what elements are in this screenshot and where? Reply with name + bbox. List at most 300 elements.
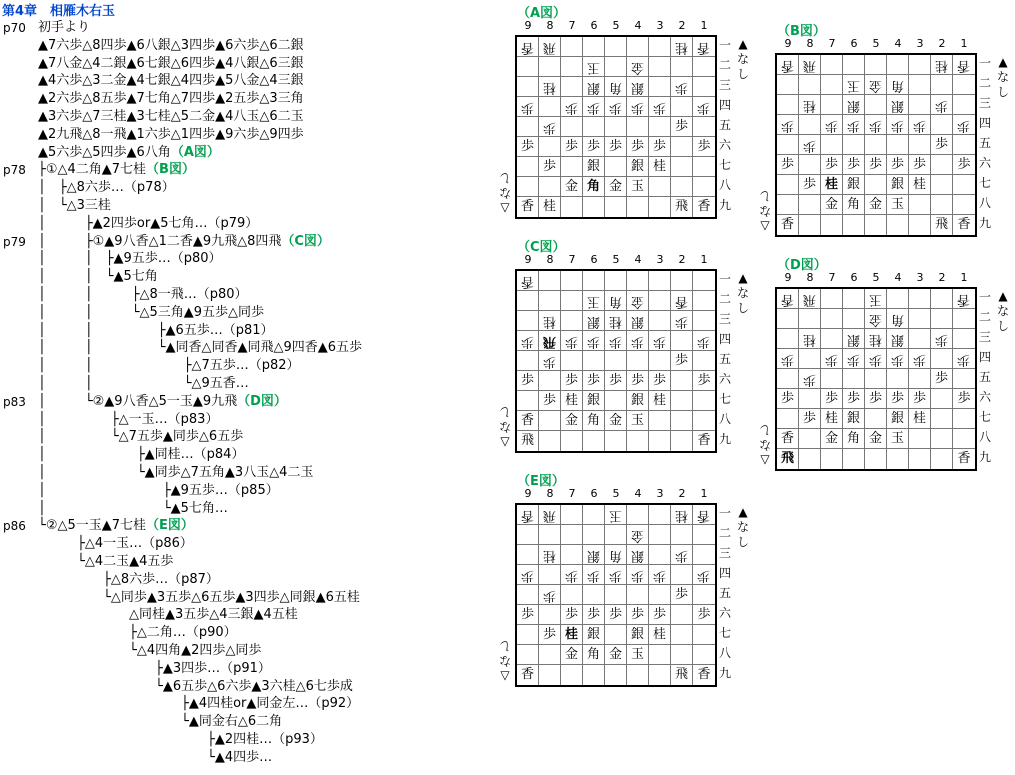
board-square — [887, 309, 909, 329]
board-square — [627, 291, 649, 311]
gote-piece: 歩 — [846, 118, 860, 133]
sente-piece: 金 — [564, 413, 578, 428]
gote-piece: 歩 — [674, 548, 688, 563]
board-square — [887, 135, 909, 155]
sente-piece: 香 — [957, 217, 971, 232]
sente-piece: 玉 — [890, 197, 904, 212]
move-text: │ │ └△5三角▲9五歩△同歩 — [38, 304, 265, 320]
file-number: 2 — [678, 253, 686, 266]
sente-piece: 銀 — [630, 159, 644, 174]
board-square — [561, 391, 583, 411]
board-square — [517, 371, 539, 391]
board-square — [843, 449, 865, 469]
sente-piece: 金 — [824, 431, 838, 446]
board-square — [539, 137, 561, 157]
sente-piece: 金 — [608, 647, 622, 662]
sente-piece: 歩 — [674, 587, 688, 602]
board-square — [821, 135, 843, 155]
hand-char: な — [996, 304, 1009, 318]
board-square — [843, 369, 865, 389]
gote-piece: 桂 — [542, 80, 556, 95]
gote-piece: 金 — [630, 528, 644, 543]
gote-piece: 銀 — [630, 314, 644, 329]
board-square — [931, 429, 953, 449]
board-square — [865, 215, 887, 235]
sente-piece: 歩 — [586, 373, 600, 388]
move-text: ▲7六歩△8四歩▲6八銀△3四歩▲6六歩△6二銀 — [38, 37, 304, 53]
file-number: 5 — [612, 19, 620, 32]
board-square — [605, 371, 627, 391]
board-square — [843, 175, 865, 195]
rank-number: 一 — [978, 290, 991, 304]
board-square — [693, 97, 715, 117]
board-square — [627, 197, 649, 217]
board-square — [821, 429, 843, 449]
board-square — [517, 605, 539, 625]
board-square — [843, 349, 865, 369]
board-square — [539, 431, 561, 451]
board-square — [649, 331, 671, 351]
board-square — [671, 391, 693, 411]
board-square — [693, 291, 715, 311]
board-square — [561, 157, 583, 177]
sente-piece: 歩 — [802, 177, 816, 192]
gote-piece: 銀 — [630, 80, 644, 95]
board-square — [517, 665, 539, 685]
file-number: 1 — [700, 19, 708, 32]
board-square — [649, 97, 671, 117]
board-square — [693, 645, 715, 665]
sente-hand — [995, 289, 1011, 334]
file-number: 3 — [916, 37, 924, 50]
gote-marker: ▽ — [500, 668, 510, 682]
board-square — [909, 309, 931, 329]
board-square — [583, 645, 605, 665]
board-square — [561, 371, 583, 391]
board-square — [693, 351, 715, 371]
board-square — [693, 391, 715, 411]
file-number: 7 — [828, 37, 836, 50]
sente-piece: 飛 — [780, 451, 794, 466]
board-square — [649, 411, 671, 431]
file-number: 4 — [634, 19, 642, 32]
board-square — [605, 177, 627, 197]
file-number: 7 — [568, 19, 576, 32]
board-square — [583, 57, 605, 77]
sente-piece: 桂 — [912, 177, 926, 192]
board-square — [777, 449, 799, 469]
board-square — [671, 625, 693, 645]
board-square — [953, 155, 975, 175]
gote-piece: 玉 — [608, 508, 622, 523]
gote-piece: 金 — [868, 312, 882, 327]
gote-piece: 歩 — [824, 352, 838, 367]
board-square — [843, 389, 865, 409]
gote-piece: 歩 — [697, 334, 711, 349]
gote-piece: 角 — [608, 80, 622, 95]
board-square — [561, 411, 583, 431]
rank-number: 七 — [978, 176, 991, 190]
gote-piece: 香 — [957, 292, 971, 307]
board-square — [799, 289, 821, 309]
hand-char: な — [758, 204, 771, 218]
sente-piece: 歩 — [652, 139, 666, 154]
board-square — [627, 57, 649, 77]
board-square — [693, 57, 715, 77]
gote-piece: 歩 — [934, 332, 948, 347]
gote-piece: 歩 — [802, 138, 816, 153]
move-text: │ │ └▲同香△同香▲同飛△9四香▲6五歩 — [38, 340, 363, 356]
move-text: ▲3六歩△7三桂▲3七桂△5二金▲4八玉△6二玉 — [38, 109, 304, 124]
rank-number: 九 — [978, 216, 991, 230]
sente-piece: 桂 — [652, 159, 666, 174]
board-square — [517, 197, 539, 217]
sente-piece: 歩 — [890, 391, 904, 406]
board-grid — [775, 287, 977, 471]
board-square — [671, 37, 693, 57]
board-square — [821, 175, 843, 195]
rank-number: 三 — [978, 96, 991, 110]
sente-piece: 歩 — [934, 137, 948, 152]
hand-char: な — [498, 186, 511, 200]
board-square — [953, 215, 975, 235]
board-square — [517, 97, 539, 117]
shogi-board — [758, 254, 1015, 479]
board-square — [909, 195, 931, 215]
board-square — [671, 525, 693, 545]
hand-char: な — [498, 654, 511, 668]
file-number: 9 — [524, 253, 532, 266]
move-text: △同桂▲3五歩△4三銀▲4五桂 — [38, 607, 298, 623]
board-square — [931, 115, 953, 135]
sente-piece: 歩 — [586, 607, 600, 622]
board-square — [799, 75, 821, 95]
file-number: 8 — [806, 271, 814, 284]
sente-piece: 香 — [697, 433, 711, 448]
board-square — [627, 37, 649, 57]
move-text: │ ├△一玉…（p83） — [38, 411, 219, 427]
gote-piece: 桂 — [802, 332, 816, 347]
gote-piece: 歩 — [697, 568, 711, 583]
board-square — [777, 389, 799, 409]
board-square — [649, 271, 671, 291]
move-text: │ └▲同歩△7五角▲3八玉△4二玉 — [38, 465, 314, 480]
move-text: ├△4一玉…（p86） — [38, 536, 193, 552]
board-square — [693, 411, 715, 431]
board-square — [539, 525, 561, 545]
board-square — [561, 565, 583, 585]
board-square — [931, 369, 953, 389]
file-number: 7 — [828, 271, 836, 284]
board-square — [693, 331, 715, 351]
file-number: 2 — [678, 487, 686, 500]
board-square — [671, 605, 693, 625]
board-square — [649, 57, 671, 77]
gote-piece: 角 — [890, 312, 904, 327]
board-square — [649, 605, 671, 625]
board-square — [909, 349, 931, 369]
file-number: 5 — [612, 253, 620, 266]
board-square — [799, 115, 821, 135]
gote-piece: 角 — [890, 78, 904, 93]
board-square — [865, 349, 887, 369]
board-label: （A図） — [517, 6, 567, 21]
board-square — [865, 95, 887, 115]
board-square — [909, 429, 931, 449]
move-text: └②△5一玉▲7七桂 — [38, 518, 147, 534]
sente-piece: 歩 — [697, 607, 711, 622]
board-square — [627, 525, 649, 545]
board-square — [777, 135, 799, 155]
file-number: 4 — [634, 253, 642, 266]
board-square — [583, 137, 605, 157]
hand-char: ▲ — [738, 505, 748, 519]
file-number: 3 — [656, 253, 664, 266]
gote-piece: 歩 — [780, 118, 794, 133]
sente-piece: 銀 — [586, 159, 600, 174]
board-square — [627, 331, 649, 351]
board-square — [649, 505, 671, 525]
board-square — [539, 311, 561, 331]
diagram-ref: （B図） — [146, 162, 195, 178]
gote-piece: 歩 — [630, 334, 644, 349]
board-square — [909, 329, 931, 349]
board-square — [517, 157, 539, 177]
board-square — [649, 291, 671, 311]
board-square — [517, 625, 539, 645]
sente-piece: 歩 — [608, 373, 622, 388]
board-square — [517, 57, 539, 77]
board-square — [649, 117, 671, 137]
gote-piece: 歩 — [542, 588, 556, 603]
board-square — [671, 57, 693, 77]
diagram-ref: （A図） — [170, 144, 220, 160]
gote-piece: 歩 — [890, 352, 904, 367]
move-text: │ │ ├△7五歩…（p82） — [38, 358, 300, 374]
board-square — [605, 37, 627, 57]
board-square — [693, 545, 715, 565]
gote-piece: 飛 — [542, 40, 556, 55]
board-square — [605, 57, 627, 77]
sente-piece: 角 — [586, 179, 600, 194]
board-square — [605, 645, 627, 665]
board-square — [561, 271, 583, 291]
gote-piece: 金 — [630, 294, 644, 309]
board-square — [561, 585, 583, 605]
rank-number: 九 — [978, 450, 991, 464]
gote-piece: 歩 — [846, 352, 860, 367]
board-square — [561, 311, 583, 331]
board-square — [671, 565, 693, 585]
board-square — [649, 137, 671, 157]
file-number: 1 — [700, 487, 708, 500]
rank-number: 八 — [718, 646, 731, 660]
board-square — [583, 177, 605, 197]
move-text: │ └△7五歩▲同歩△6五歩 — [38, 429, 244, 445]
board-square — [887, 449, 909, 469]
board-square — [627, 645, 649, 665]
board-square — [539, 117, 561, 137]
sente-piece: 角 — [586, 413, 600, 428]
rank-number: 五 — [978, 136, 991, 150]
sente-piece: 歩 — [802, 411, 816, 426]
board-square — [887, 195, 909, 215]
board-square — [909, 369, 931, 389]
board-square — [693, 37, 715, 57]
gote-piece: 銀 — [630, 548, 644, 563]
board-square — [583, 625, 605, 645]
board-square — [821, 195, 843, 215]
board-square — [887, 75, 909, 95]
gote-piece: 香 — [520, 508, 534, 523]
diagram-ref: （C図） — [281, 233, 330, 249]
board-square — [887, 429, 909, 449]
gote-piece: 桂 — [868, 332, 882, 347]
sente-piece: 香 — [697, 667, 711, 682]
hand-char: し — [498, 639, 511, 653]
gote-piece: 歩 — [564, 334, 578, 349]
board-square — [843, 155, 865, 175]
board-square — [693, 137, 715, 157]
gote-piece: 歩 — [564, 100, 578, 115]
file-number: 1 — [700, 253, 708, 266]
rank-number: 二 — [718, 58, 731, 72]
board-square — [931, 195, 953, 215]
board-square — [843, 195, 865, 215]
hand-char: し — [736, 67, 749, 81]
file-number: 6 — [850, 37, 858, 50]
gote-piece: 香 — [520, 274, 534, 289]
gote-piece: 歩 — [957, 118, 971, 133]
board-square — [693, 371, 715, 391]
sente-piece: 銀 — [846, 411, 860, 426]
board-square — [777, 289, 799, 309]
board-square — [539, 545, 561, 565]
sente-piece: 歩 — [780, 391, 794, 406]
move-text: │ ├▲同桂…（p84） — [38, 447, 245, 463]
board-square — [583, 585, 605, 605]
board-square — [821, 389, 843, 409]
rank-number: 三 — [978, 330, 991, 344]
rank-number: 五 — [978, 370, 991, 384]
board-square — [517, 271, 539, 291]
gote-piece: 飛 — [802, 58, 816, 73]
gote-piece: 歩 — [586, 100, 600, 115]
board-square — [627, 77, 649, 97]
file-number: 6 — [590, 487, 598, 500]
board-square — [693, 177, 715, 197]
board-square — [583, 157, 605, 177]
rank-number: 四 — [978, 116, 991, 130]
board-square — [931, 409, 953, 429]
board-square — [583, 525, 605, 545]
file-number: 9 — [784, 37, 792, 50]
board-square — [517, 331, 539, 351]
file-number: 9 — [524, 19, 532, 32]
file-number: 5 — [872, 271, 880, 284]
gote-piece: 玉 — [586, 294, 600, 309]
board-square — [909, 135, 931, 155]
sente-piece: 桂 — [652, 627, 666, 642]
board-square — [539, 565, 561, 585]
sente-piece: 金 — [564, 647, 578, 662]
board-square — [583, 431, 605, 451]
gote-piece: 桂 — [608, 314, 622, 329]
gote-piece: 玉 — [868, 292, 882, 307]
gote-piece: 銀 — [586, 548, 600, 563]
board-square — [777, 369, 799, 389]
sente-piece: 銀 — [890, 177, 904, 192]
board-square — [953, 369, 975, 389]
hand-char: し — [498, 405, 511, 419]
sente-piece: 歩 — [630, 607, 644, 622]
file-number: 4 — [894, 37, 902, 50]
board-square — [887, 95, 909, 115]
rank-number: 三 — [718, 78, 731, 92]
hand-char: ▲ — [998, 289, 1008, 303]
sente-piece: 金 — [824, 197, 838, 212]
gote-piece: 歩 — [868, 118, 882, 133]
move-text: │ ├△8六歩…（p78） — [38, 180, 175, 196]
board-square — [583, 117, 605, 137]
gote-piece: 歩 — [957, 352, 971, 367]
sente-piece: 桂 — [652, 393, 666, 408]
board-square — [649, 77, 671, 97]
board-square — [953, 329, 975, 349]
board-square — [561, 431, 583, 451]
board-square — [953, 429, 975, 449]
sente-piece: 香 — [780, 431, 794, 446]
board-square — [649, 545, 671, 565]
sente-piece: 歩 — [846, 391, 860, 406]
board-square — [821, 95, 843, 115]
rank-number: 一 — [978, 56, 991, 70]
board-square — [583, 411, 605, 431]
board-square — [777, 155, 799, 175]
sente-piece: 歩 — [957, 157, 971, 172]
board-grid — [515, 269, 717, 453]
rank-number: 四 — [718, 566, 731, 580]
hand-char: な — [498, 420, 511, 434]
board-square — [649, 197, 671, 217]
board-square — [583, 311, 605, 331]
board-square — [671, 271, 693, 291]
gote-piece: 歩 — [586, 334, 600, 349]
gote-piece: 歩 — [630, 568, 644, 583]
board-square — [953, 55, 975, 75]
board-square — [887, 369, 909, 389]
move-text: └▲6五歩△6六歩▲3六桂△6七歩成 — [38, 678, 353, 694]
board-square — [671, 197, 693, 217]
move-text: │ └△3三桂 — [38, 198, 111, 213]
gote-piece: 歩 — [824, 118, 838, 133]
sente-piece: 角 — [586, 647, 600, 662]
page-ref: p70 — [3, 21, 26, 35]
board-square — [539, 505, 561, 525]
board-square — [671, 505, 693, 525]
board-square — [627, 157, 649, 177]
board-square — [605, 197, 627, 217]
gote-piece: 香 — [520, 40, 534, 55]
board-square — [865, 195, 887, 215]
board-square — [671, 585, 693, 605]
board-square — [517, 137, 539, 157]
board-label: （B図） — [777, 24, 826, 39]
board-square — [909, 55, 931, 75]
board-square — [517, 351, 539, 371]
board-square — [627, 177, 649, 197]
board-square — [799, 389, 821, 409]
